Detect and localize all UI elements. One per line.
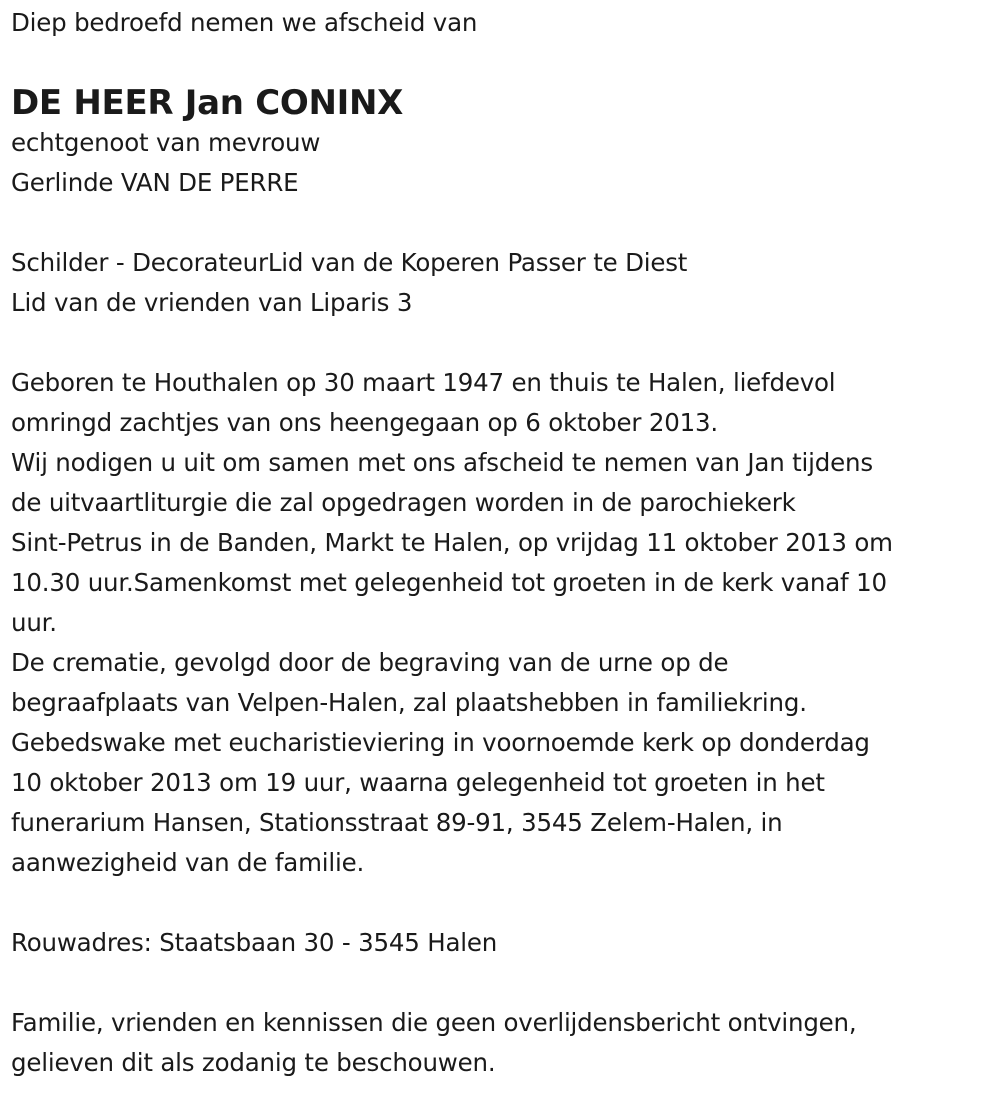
closing-line-1: Familie, vrienden en kennissen die geen overlijdensbericht ontvingen,: [11, 1008, 857, 1037]
body-line: 10.30 uur.Samenkomst met gelegenheid tot groeten in de kerk vanaf 10: [11, 568, 887, 597]
spouse-line-1: echtgenoot van mevrouw: [11, 128, 321, 157]
body-line: funerarium Hansen, Stationsstraat 89-91, 3545 Zelem-Halen, in: [11, 808, 783, 837]
body-line: Gebedswake met eucharistieviering in voornoemde kerk op donderdag: [11, 728, 870, 757]
spacer: [11, 883, 991, 923]
body-line: Sint-Petrus in de Banden, Markt te Halen, op vrijdag 11 oktober 2013 om: [11, 528, 893, 557]
deceased-name: DE HEER Jan CONINX: [11, 83, 404, 123]
body-line: Geboren te Houthalen op 30 maart 1947 en thuis te Halen, liefdevol: [11, 368, 836, 397]
occupation-line-1: Schilder - DecorateurLid van de Koperen Passer te Diest: [11, 248, 688, 277]
spacer: [11, 203, 991, 243]
intro-text: Diep bedroefd nemen we afscheid van: [11, 8, 478, 37]
body-line: de uitvaartliturgie die zal opgedragen worden in de parochiekerk: [11, 488, 796, 517]
body-line: omringd zachtjes van ons heengegaan op 6 oktober 2013.: [11, 408, 718, 437]
occupation-line-2: Lid van de vrienden van Liparis 3: [11, 288, 413, 317]
body-line: 10 oktober 2013 om 19 uur, waarna gelegenheid tot groeten in het: [11, 768, 825, 797]
spacer: [11, 963, 991, 1003]
spouse-line-2: Gerlinde VAN DE PERRE: [11, 168, 299, 197]
body-line: aanwezigheid van de familie.: [11, 848, 365, 877]
body-line: Wij nodigen u uit om samen met ons afscheid te nemen van Jan tijdens: [11, 448, 873, 477]
mourning-address: Rouwadres: Staatsbaan 30 - 3545 Halen: [11, 928, 498, 957]
body-line: uur.: [11, 608, 57, 637]
body-line: De crematie, gevolgd door de begraving van de urne op de: [11, 648, 729, 677]
body-line: begraafplaats van Velpen-Halen, zal plaatshebben in familiekring.: [11, 688, 807, 717]
closing-line-2: gelieven dit als zodanig te beschouwen.: [11, 1048, 496, 1077]
spacer: [11, 323, 991, 363]
